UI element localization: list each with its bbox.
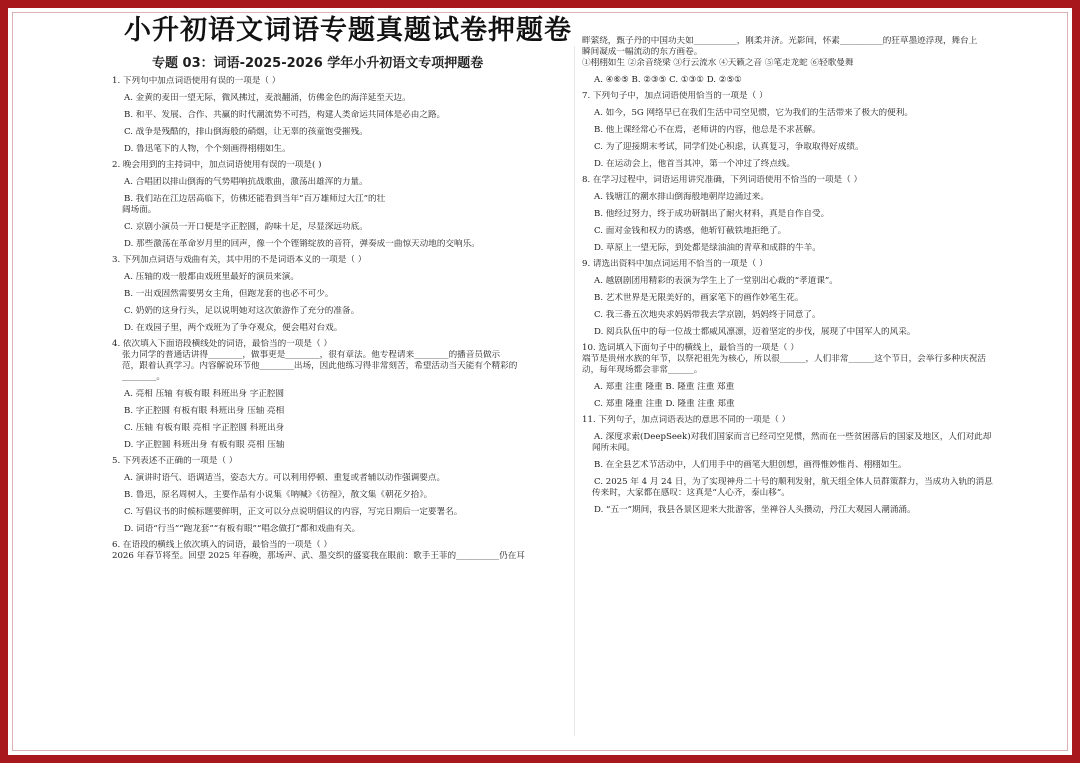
text-line: 范，跟着认真学习。内容解说环节他________出场，因此他练习得非常刻苦，希望活动当天能有个精彩的 <box>122 361 518 371</box>
text-line: 畔萦绕，甄子丹的中国功夫如__________，刚柔并济。光影间，怀素__________的狂草墨迹浮现，舞台上 <box>582 36 978 46</box>
left-column <box>112 52 572 562</box>
answer-option: B. 和平、发展、合作、共赢的时代潮流势不可挡，构建人类命运共同体是必由之路。 <box>124 110 446 120</box>
question-stem: 10. 选词填入下面句子中的横线上，最恰当的一项是（ ） <box>582 343 799 353</box>
answer-option: C. 奶奶的这身行头，足以说明她对这次旅游作了充分的准备。 <box>124 306 360 316</box>
text-line: 传来时，大家都在感叹：这真是“人心齐，泰山移”。 <box>592 488 790 498</box>
answer-option: B. 我们站在江边居高临下，仿佛还能看到当年“百万雄师过大江”的壮 <box>124 194 386 204</box>
answer-option: D. 字正腔圆 科班出身 有板有眼 亮相 压轴 <box>124 440 285 450</box>
page-subtitle: 专题 03：词语-2025-2026 学年小升初语文专项押题卷 <box>152 56 484 71</box>
answer-option: A. 演讲时语气、语调适当，姿态大方。可以利用停顿、重复或者辅以动作强调要点。 <box>124 473 446 483</box>
answer-option: B. 在全县艺术节活动中，人们用手中的画笔大胆创想，画得惟妙惟肖、栩栩如生。 <box>594 460 907 470</box>
answer-option: D. 阅兵队伍中的每一位战士都威风凛凛，迈着坚定的步伐，展现了中国军人的风采。 <box>594 327 916 337</box>
answer-option: C. 写倡议书的时候标题要鲜明，正文可以分点说明倡议的内容，写完日期后一定要署名。 <box>124 507 463 517</box>
answer-option: A. 亮相 压轴 有板有眼 科班出身 字正腔圆 <box>124 389 285 399</box>
answer-option: A. 越剧剧团用精彩的表演为学生上了一堂别出心裁的“孝道课”。 <box>594 276 838 286</box>
column-divider <box>574 46 575 736</box>
text-line: 瞬间凝成一幅流动的东方画卷。 <box>582 47 703 57</box>
answer-option: C. 京剧小演员一开口便是字正腔圆，韵味十足，尽显深远功底。 <box>124 222 368 232</box>
answer-option: B. 他上课经常心不在焉，老师讲的内容，他总是不求甚解。 <box>594 125 821 135</box>
answer-option: B. 他经过努力，终于成功研制出了耐火材料，真是自作自受。 <box>594 209 830 219</box>
answer-option: D. 在运动会上，他首当其冲，第一个冲过了终点线。 <box>594 159 796 169</box>
question-stem: 4. 依次填入下面语段横线处的词语，最恰当的一项是（ ） <box>112 339 332 349</box>
text-line: 动，每年现场都会非常______。 <box>582 365 703 375</box>
question-stem: 9. 请选出资料中加点词运用不恰当的一项是（ ） <box>582 259 768 269</box>
page-title: 小升初语文词语专题真题试卷押题卷 <box>124 15 572 46</box>
question-stem: 2. 晚会用到的主持词中，加点词语使用有误的一项是( ) <box>112 160 322 170</box>
answer-option: C. 面对金钱和权力的诱惑，他斩钉截铁地拒绝了。 <box>594 226 787 236</box>
answer-option: C. 为了迎接期末考试，同学们处心积虑，认真复习，争取取得好成绩。 <box>594 142 864 152</box>
answer-option: C. 2025 年 4 月 24 日，为了实现神舟二十号的顺利发射，航天组全体人员群策群力，当成功入轨的消息 <box>594 477 993 487</box>
answer-option: B. 一出戏固然需要男女主角，但跑龙套的也必不可少。 <box>124 289 334 299</box>
text-line: ①栩栩如生 ②余音绕梁 ③行云流水 ④天籁之音 ⑤笔走龙蛇 ⑥轻歌曼舞 <box>582 58 854 68</box>
text-line: 端节是贵州水族的年节，以祭祀祖先为核心，所以很______，人们非常______这个节日，会举行多种庆祝活 <box>582 354 986 364</box>
answer-option: D. 词语“行当”“跑龙套”“有板有眼”“唱念做打”都和戏曲有关。 <box>124 524 361 534</box>
text-line: 2026 年春节将至。回望 2025 年春晚，那场声、武、墨交织的盛宴我在眼前：歌手王菲的__________仍在耳 <box>112 551 525 561</box>
text-line: ________。 <box>122 372 165 382</box>
question-stem: 3. 下列加点词语与戏曲有关，其中用的不是词语本义的一项是（ ） <box>112 255 367 265</box>
answer-option: A. 深度求索(DeepSeek)对我们国家而言已经司空见惯，然而在一些贫困落后的国家及地区，人们对此却 <box>594 432 992 442</box>
answer-option: A. 合唱团以排山倒海的气势唱响抗战歌曲，激荡出雄浑的力量。 <box>124 177 368 187</box>
answer-option: A. 压轴的戏一般都由戏班里最好的演员来演。 <box>124 272 299 282</box>
text-line: 张力同学的普通话讲得________，做事更是________，很有章法。他专程请来________的播音员做示 <box>122 350 501 360</box>
exam-paper <box>12 6 1052 741</box>
answer-option: D. 那些激荡在革命岁月里的回声，像一个个铿锵绽放的音符，弹奏成一曲惊天动地的交响乐。 <box>124 239 480 249</box>
text-line: 阔场面。 <box>122 205 157 215</box>
question-stem: 1. 下列句中加点词语使用有误的一项是（ ） <box>112 76 281 86</box>
answer-option: C. 压轴 有板有眼 亮相 字正腔圆 科班出身 <box>124 423 285 433</box>
question-stem: 5. 下列表述不正确的一项是（ ） <box>112 456 238 466</box>
answer-option: D. 在戏园子里，两个戏班为了争夺观众，便会唱对台戏。 <box>124 323 343 333</box>
right-column <box>582 36 1044 516</box>
answer-option: B. 艺术世界是无限美好的，画家笔下的画作妙笔生花。 <box>594 293 804 303</box>
answer-option: A. 郑重 注重 隆重 B. 隆重 注重 郑重 <box>594 382 735 392</box>
answer-option: A. ④⑥⑤ B. ②③⑤ C. ①③① D. ②⑤① <box>594 75 742 85</box>
question-stem: 11. 下列句子，加点词语表达的意思不同的一项是（ ） <box>582 415 791 425</box>
answer-option: A. 金黄的麦田一望无际，微风拂过，麦浪翻涌，仿佛金色的海洋延至天边。 <box>124 93 411 103</box>
answer-option: C. 战争是残酷的，排山倒海般的硝烟，让无辜的孩童饱受摧残。 <box>124 127 368 137</box>
question-stem: 8. 在学习过程中，词语运用讲究准确，下列词语使用不恰当的一项是（ ） <box>582 175 863 185</box>
answer-option: A. 钱塘江的潮水排山倒海般地朝岸边涌过来。 <box>594 192 769 202</box>
answer-option: D. 草原上一望无际，到处都是绿油油的青草和成群的牛羊。 <box>594 243 821 253</box>
answer-option: D. 鲁迅笔下的人物，个个刻画得栩栩如生。 <box>124 144 291 154</box>
answer-option: A. 如今，5G 网络早已在我们生活中司空见惯，它为我们的生活带来了极大的便利。 <box>594 108 913 118</box>
answer-option: C. 我三番五次地央求妈妈带我去学京剧，妈妈终于同意了。 <box>594 310 821 320</box>
question-stem: 6. 在语段的横线上依次填入的词语，最恰当的一项是（ ） <box>112 540 332 550</box>
question-stem: 7. 下列句子中，加点词语使用恰当的一项是（ ） <box>582 91 768 101</box>
answer-option: D. “五一”期间，我县各景区迎来大批游客，坐禅谷人头攒动，丹江大观园人潮涌涌。 <box>594 505 916 515</box>
answer-option: B. 鲁迅，原名周树人，主要作品有小说集《呐喊》《彷徨》，散文集《朝花夕拾》。 <box>124 490 433 500</box>
text-line: 闻所未闻。 <box>592 443 635 453</box>
answer-option: B. 字正腔圆 有板有眼 科班出身 压轴 亮相 <box>124 406 285 416</box>
answer-option: C. 郑重 隆重 注重 D. 隆重 注重 郑重 <box>594 399 735 409</box>
